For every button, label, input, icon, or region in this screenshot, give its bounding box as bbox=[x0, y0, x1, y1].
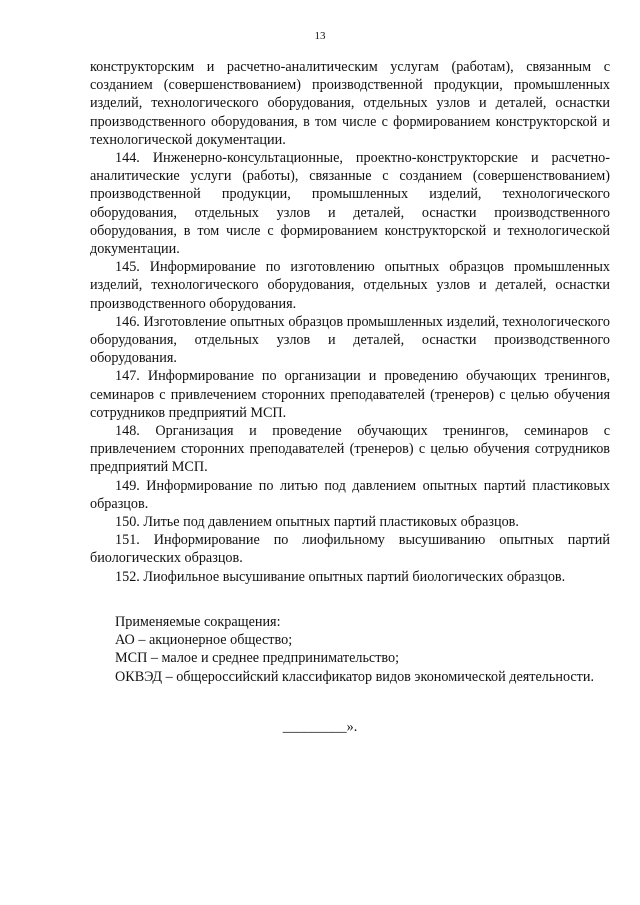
abbreviations-section bbox=[90, 613, 610, 686]
paragraph-152: 152. Лиофильное высушивание опытных партий биологических образцов. bbox=[115, 568, 566, 585]
section-spacer bbox=[90, 586, 610, 613]
abbreviation-item: ОКВЭД – общероссийский классификатор видов экономической деятельности. bbox=[115, 668, 595, 685]
abbreviations-heading: Применяемые сокращения: bbox=[115, 613, 281, 630]
paragraph-147: 147. Информирование по организации и проведению обучающих тренингов, семинаров с привлечением сторонних преподавателей (тренеров) с целью обучения сотрудников предприятий МСП. bbox=[90, 368, 610, 421]
paragraph-151: 151. Информирование по лиофильному высушиванию опытных партий биологических образцов. bbox=[90, 532, 610, 567]
abbreviation-item: АО – акционерное общество; bbox=[115, 632, 293, 649]
paragraph-continuation: конструкторским и расчетно-аналитическим услугам (работам), связанным с созданием (совершенствованием) производственной продукции, промышленных изделий, технологического оборудования, отдельных узлов и деталей, оснастки производственного оборудования, в том числе с формированием конструкторской и технологической документации. bbox=[90, 59, 610, 148]
paragraph-145: 145. Информирование по изготовлению опытных образцов промышленных изделий, технологического оборудования, отдельных узлов и деталей, оснастки производственного оборудования. bbox=[90, 259, 610, 312]
document-body bbox=[90, 58, 610, 686]
page-number: 13 bbox=[314, 30, 326, 42]
paragraph-146: 146. Изготовление опытных образцов промышленных изделий, технологического оборудования, отдельных узлов и деталей, оснастки производственного оборудования. bbox=[90, 313, 610, 367]
paragraph-150: 150. Литье под давлением опытных партий пластиковых образцов. bbox=[115, 514, 519, 531]
abbreviation-item: МСП – малое и среднее предпринимательство; bbox=[115, 650, 400, 667]
paragraph-149: 149. Информирование по литью под давлением опытных партий пластиковых образцов. bbox=[90, 477, 610, 512]
paragraph-144: 144. Инженерно-консультационные, проектно-конструкторские и расчетно-аналитические услуги (работы), связанные с созданием (совершенствованием) производственной продукции, промышленных изделий, технологического оборудования, отдельных узлов и деталей, оснастки производственного оборудования, в том числе с формированием конструкторской и технологической документации. bbox=[90, 150, 610, 258]
closing-mark: _________». bbox=[282, 719, 358, 735]
paragraph-148: 148. Организация и проведение обучающих тренингов, семинаров с привлечением сторонних преподавателей (тренеров) с целью обучения сотрудников предприятий МСП. bbox=[90, 423, 610, 476]
